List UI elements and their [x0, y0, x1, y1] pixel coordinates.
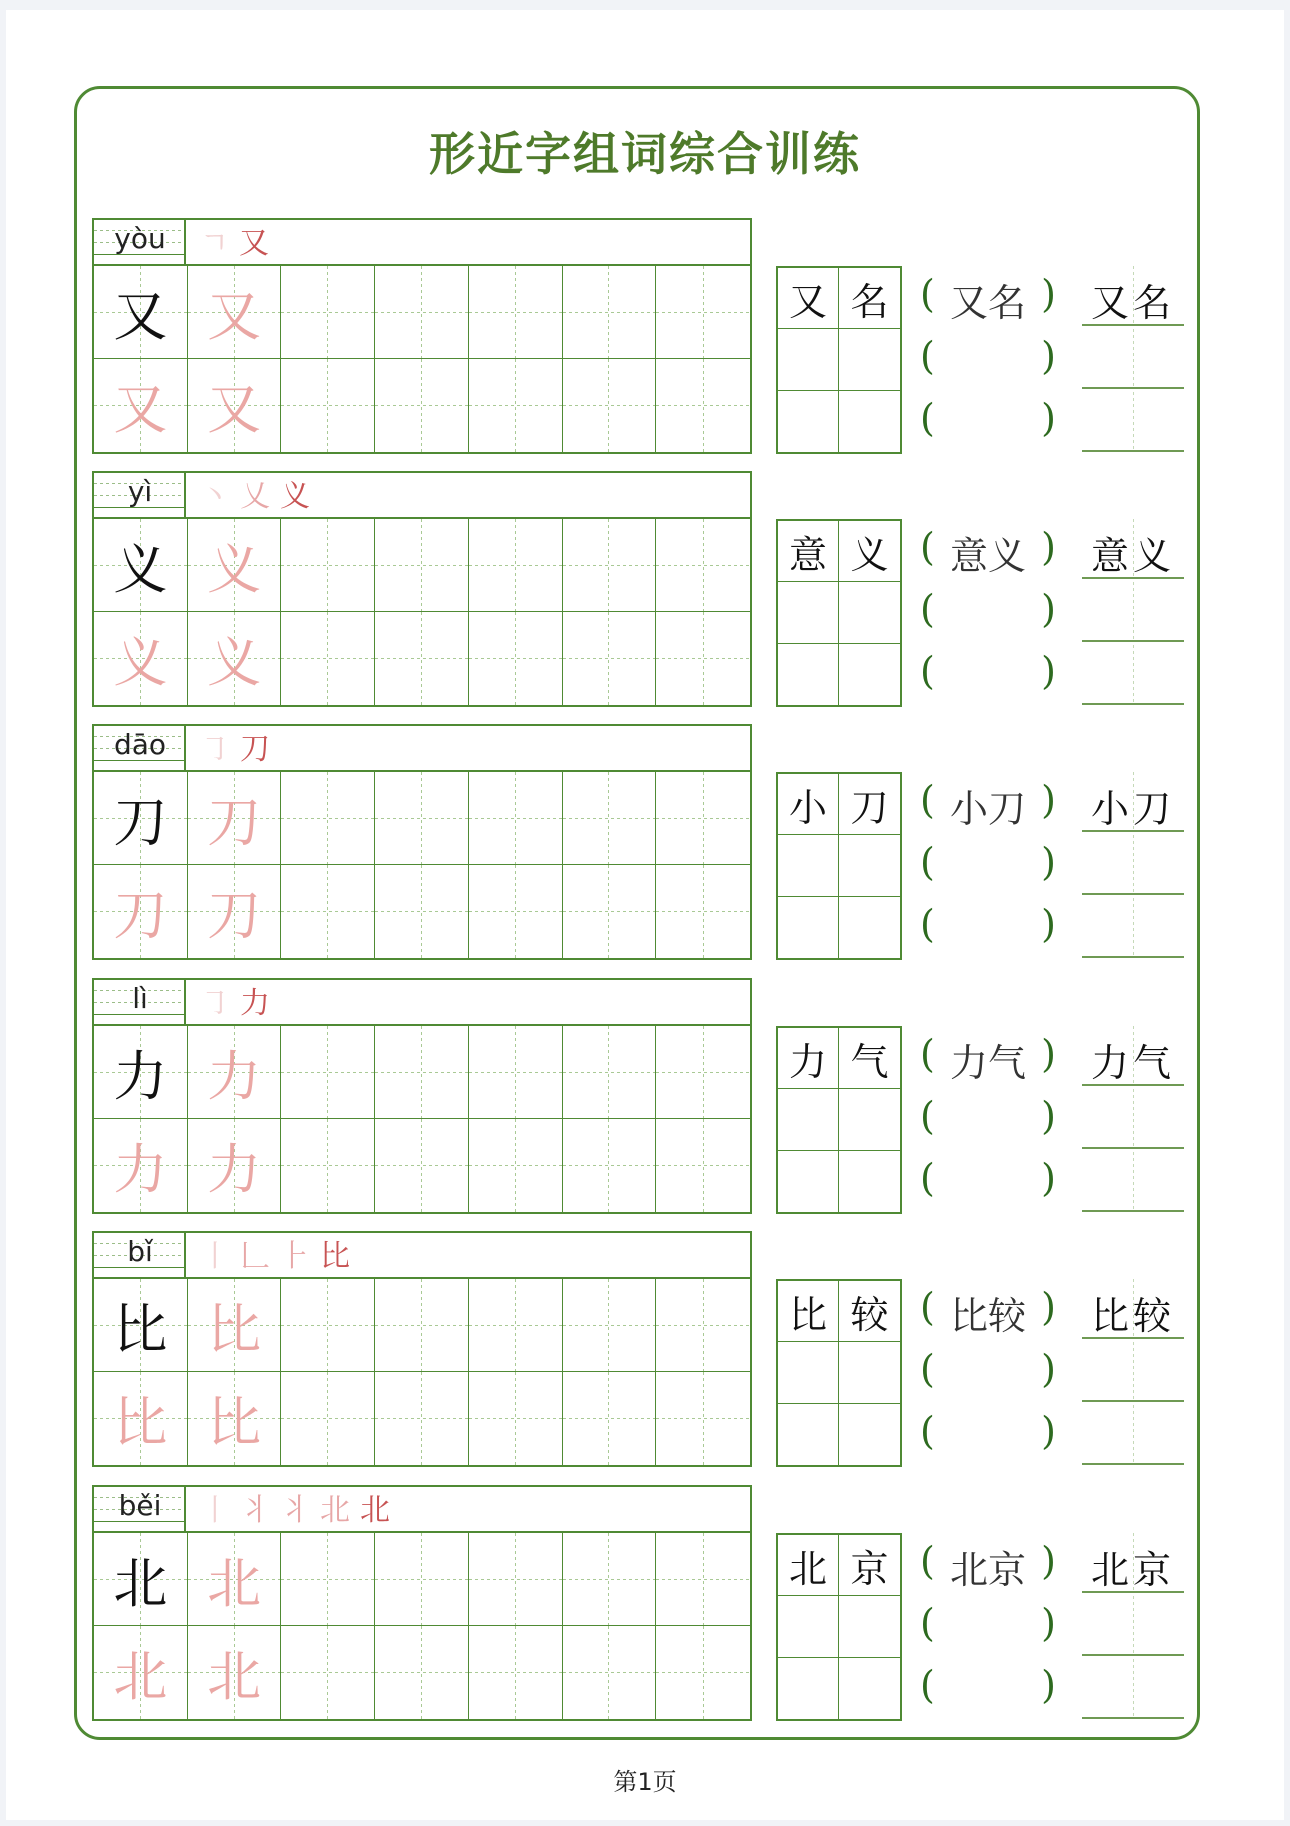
open-paren: (	[920, 1032, 935, 1076]
stroke-step: 丬	[240, 1493, 270, 1528]
pinyin-box	[94, 473, 186, 517]
model-character: 又	[94, 266, 188, 359]
stroke-step: 力	[240, 986, 270, 1021]
blank-writing-cell[interactable]	[469, 1626, 563, 1719]
close-paren: )	[1041, 1663, 1056, 1707]
stroke-header	[92, 1485, 752, 1533]
blank-writing-cell[interactable]	[656, 612, 750, 705]
paren-blank[interactable]	[920, 834, 1056, 890]
open-paren: (	[920, 525, 935, 569]
stroke-step: ⺊	[280, 1239, 310, 1274]
blank-writing-cell[interactable]	[563, 1026, 657, 1119]
trace-character: 刀	[188, 865, 282, 958]
pinyin-box	[94, 220, 186, 264]
stroke-step: 丶	[200, 479, 230, 514]
blank-writing-cell[interactable]	[656, 1279, 750, 1372]
close-paren: )	[1041, 778, 1056, 822]
stroke-order	[200, 477, 320, 517]
line-answers	[1082, 1533, 1184, 1721]
line-blank[interactable]	[1082, 1659, 1184, 1719]
word-grid	[776, 1026, 902, 1214]
blank-writing-cell[interactable]	[375, 612, 469, 705]
blank-writing-cell[interactable]	[375, 266, 469, 359]
line-word: 力气	[1090, 1041, 1175, 1085]
open-paren: (	[920, 1663, 935, 1707]
blank-writing-cell[interactable]	[563, 772, 657, 865]
paren-blank[interactable]	[920, 328, 1056, 384]
practice-section	[0, 1485, 1290, 1721]
open-paren: (	[920, 649, 935, 693]
pinyin-text: dāo	[113, 728, 167, 761]
line-blank[interactable]	[1082, 898, 1184, 958]
word-grid	[776, 266, 902, 454]
blank-writing-cell[interactable]	[563, 1626, 657, 1719]
line-answers	[1082, 772, 1184, 960]
trace-character: 义	[188, 612, 282, 705]
blank-writing-cell[interactable]	[563, 865, 657, 958]
blank-word-cell[interactable]	[778, 329, 839, 390]
stroke-step: 丬	[280, 1493, 310, 1528]
paren-word: 比较	[949, 1294, 1026, 1338]
blank-writing-cell[interactable]	[281, 612, 375, 705]
word-char-1: 北	[778, 1535, 839, 1596]
blank-writing-cell[interactable]	[656, 1626, 750, 1719]
blank-word-cell[interactable]	[839, 1089, 900, 1150]
blank-word-cell[interactable]	[839, 582, 900, 643]
paren-word: 力气	[949, 1041, 1026, 1085]
open-paren: (	[920, 1539, 935, 1583]
paren-example	[920, 772, 1056, 831]
paren-blank[interactable]	[920, 1341, 1056, 1397]
blank-word-cell[interactable]	[778, 1151, 839, 1212]
blank-writing-cell[interactable]	[469, 519, 563, 612]
word-char-2: 名	[839, 268, 900, 329]
line-blank[interactable]	[1082, 1405, 1184, 1465]
trace-character: 北	[94, 1626, 188, 1719]
blank-writing-cell[interactable]	[656, 1026, 750, 1119]
open-paren: (	[920, 272, 935, 316]
pinyin-text: yì	[127, 475, 153, 508]
close-paren: )	[1041, 1601, 1056, 1645]
paren-example	[920, 1026, 1056, 1085]
model-character: 北	[94, 1533, 188, 1626]
close-paren: )	[1041, 525, 1056, 569]
paren-blank[interactable]	[920, 1150, 1056, 1206]
stroke-header	[92, 471, 752, 519]
blank-writing-cell[interactable]	[656, 266, 750, 359]
line-blank[interactable]	[1082, 835, 1184, 895]
blank-word-cell[interactable]	[839, 1404, 900, 1465]
stroke-step: 北	[360, 1493, 390, 1528]
blank-writing-cell[interactable]	[281, 1026, 375, 1119]
stroke-header	[92, 978, 752, 1026]
trace-character: 刀	[188, 772, 282, 865]
open-paren: (	[920, 587, 935, 631]
page-number: 第1页	[613, 1768, 677, 1796]
open-paren: (	[920, 334, 935, 378]
line-blank[interactable]	[1082, 1596, 1184, 1656]
blank-word-cell[interactable]	[839, 644, 900, 705]
blank-writing-cell[interactable]	[563, 1533, 657, 1626]
open-paren: (	[920, 396, 935, 440]
word-char-2: 京	[839, 1535, 900, 1596]
line-blank[interactable]	[1082, 582, 1184, 642]
close-paren: )	[1041, 1032, 1056, 1076]
paren-blank[interactable]	[920, 643, 1056, 699]
paren-word: 又名	[949, 281, 1026, 325]
open-paren: (	[920, 1285, 935, 1329]
blank-word-cell[interactable]	[778, 1342, 839, 1403]
blank-word-cell[interactable]	[778, 897, 839, 958]
blank-word-cell[interactable]	[839, 391, 900, 452]
blank-writing-cell[interactable]	[563, 612, 657, 705]
open-paren: (	[920, 1409, 935, 1453]
blank-writing-cell[interactable]	[375, 865, 469, 958]
close-paren: )	[1041, 272, 1056, 316]
blank-writing-cell[interactable]	[375, 772, 469, 865]
blank-writing-cell[interactable]	[281, 266, 375, 359]
word-char-1: 又	[778, 268, 839, 329]
blank-writing-cell[interactable]	[563, 1119, 657, 1212]
stroke-order	[200, 224, 279, 264]
blank-writing-cell[interactable]	[375, 359, 469, 452]
trace-character: 比	[188, 1279, 282, 1372]
blank-writing-cell[interactable]	[281, 1533, 375, 1626]
close-paren: )	[1041, 840, 1056, 884]
paren-example	[920, 1533, 1056, 1592]
line-answers	[1082, 519, 1184, 707]
blank-writing-cell[interactable]	[281, 772, 375, 865]
paren-example	[920, 266, 1056, 325]
stroke-order	[200, 1237, 360, 1277]
line-example	[1082, 1026, 1184, 1086]
blank-writing-cell[interactable]	[469, 865, 563, 958]
trace-character: 力	[188, 1026, 282, 1119]
model-character: 义	[94, 519, 188, 612]
trace-character: 义	[94, 612, 188, 705]
stroke-step: 比	[320, 1239, 350, 1274]
writing-grid	[92, 266, 752, 454]
blank-word-cell[interactable]	[839, 329, 900, 390]
blank-word-cell[interactable]	[778, 1658, 839, 1719]
paren-example	[920, 1279, 1056, 1338]
blank-word-cell[interactable]	[839, 1342, 900, 1403]
blank-writing-cell[interactable]	[656, 1533, 750, 1626]
blank-writing-cell[interactable]	[563, 359, 657, 452]
stroke-step: 𠃊	[240, 1239, 270, 1274]
stroke-step: ㇆	[200, 732, 230, 767]
word-grid	[776, 1533, 902, 1721]
stroke-step: 丨	[200, 1239, 230, 1274]
blank-writing-cell[interactable]	[375, 1279, 469, 1372]
trace-character: 北	[188, 1533, 282, 1626]
blank-writing-cell[interactable]	[469, 1533, 563, 1626]
pinyin-text: yòu	[114, 222, 166, 255]
close-paren: )	[1041, 1539, 1056, 1583]
line-blank[interactable]	[1082, 1152, 1184, 1212]
open-paren: (	[920, 1347, 935, 1391]
close-paren: )	[1041, 1285, 1056, 1329]
practice-section	[0, 471, 1290, 707]
line-example	[1082, 1533, 1184, 1593]
line-word: 比较	[1090, 1294, 1175, 1338]
trace-character: 力	[188, 1119, 282, 1212]
pinyin-box	[94, 980, 186, 1024]
open-paren: (	[920, 1601, 935, 1645]
line-example	[1082, 519, 1184, 579]
blank-writing-cell[interactable]	[656, 1119, 750, 1212]
line-word: 又名	[1090, 281, 1175, 325]
line-blank[interactable]	[1082, 1089, 1184, 1149]
writing-grid	[92, 1279, 752, 1467]
blank-word-cell[interactable]	[778, 1089, 839, 1150]
blank-word-cell[interactable]	[839, 1658, 900, 1719]
blank-writing-cell[interactable]	[469, 1026, 563, 1119]
blank-word-cell[interactable]	[778, 391, 839, 452]
blank-word-cell[interactable]	[778, 644, 839, 705]
blank-writing-cell[interactable]	[469, 772, 563, 865]
pinyin-box	[94, 1233, 186, 1277]
paren-word: 北京	[949, 1548, 1026, 1592]
trace-character: 北	[188, 1626, 282, 1719]
paren-blank[interactable]	[920, 581, 1056, 637]
word-char-2: 义	[839, 521, 900, 582]
trace-character: 义	[188, 519, 282, 612]
writing-grid	[92, 519, 752, 707]
open-paren: (	[920, 1156, 935, 1200]
line-answers	[1082, 1279, 1184, 1467]
stroke-step: 北	[320, 1493, 350, 1528]
blank-writing-cell[interactable]	[281, 1279, 375, 1372]
blank-writing-cell[interactable]	[656, 865, 750, 958]
paren-blank[interactable]	[920, 896, 1056, 952]
stroke-header	[92, 218, 752, 266]
blank-writing-cell[interactable]	[281, 1119, 375, 1212]
line-answers	[1082, 266, 1184, 454]
word-char-1: 小	[778, 774, 839, 835]
blank-writing-cell[interactable]	[563, 1372, 657, 1465]
page-title: 形近字组词综合训练	[429, 127, 861, 181]
blank-word-cell[interactable]	[778, 835, 839, 896]
paren-example	[920, 519, 1056, 578]
trace-character: 刀	[94, 865, 188, 958]
close-paren: )	[1041, 1094, 1056, 1138]
word-char-1: 比	[778, 1281, 839, 1342]
blank-writing-cell[interactable]	[563, 1279, 657, 1372]
paren-word: 小刀	[949, 787, 1026, 831]
line-blank[interactable]	[1082, 392, 1184, 452]
word-char-2: 较	[839, 1281, 900, 1342]
close-paren: )	[1041, 396, 1056, 440]
blank-writing-cell[interactable]	[563, 519, 657, 612]
blank-writing-cell[interactable]	[375, 1026, 469, 1119]
open-paren: (	[920, 778, 935, 822]
open-paren: (	[920, 840, 935, 884]
model-character: 比	[94, 1279, 188, 1372]
blank-writing-cell[interactable]	[469, 612, 563, 705]
pinyin-box	[94, 1487, 186, 1531]
blank-writing-cell[interactable]	[656, 772, 750, 865]
pinyin-box	[94, 726, 186, 770]
model-character: 刀	[94, 772, 188, 865]
open-paren: (	[920, 1094, 935, 1138]
word-char-2: 气	[839, 1028, 900, 1089]
trace-character: 又	[94, 359, 188, 452]
blank-writing-cell[interactable]	[281, 359, 375, 452]
blank-writing-cell[interactable]	[469, 266, 563, 359]
close-paren: )	[1041, 902, 1056, 946]
line-blank[interactable]	[1082, 1342, 1184, 1402]
blank-writing-cell[interactable]	[656, 519, 750, 612]
paren-blank[interactable]	[920, 1657, 1056, 1713]
close-paren: )	[1041, 334, 1056, 378]
stroke-order	[200, 984, 280, 1024]
pinyin-text: lì	[132, 982, 148, 1015]
practice-section	[0, 978, 1290, 1214]
blank-word-cell[interactable]	[839, 1151, 900, 1212]
stroke-step: 丨	[200, 1493, 230, 1528]
open-paren: (	[920, 902, 935, 946]
blank-writing-cell[interactable]	[469, 1119, 563, 1212]
blank-writing-cell[interactable]	[469, 1279, 563, 1372]
blank-writing-cell[interactable]	[563, 266, 657, 359]
close-paren: )	[1041, 1409, 1056, 1453]
line-example	[1082, 266, 1184, 326]
close-paren: )	[1041, 1156, 1056, 1200]
line-word: 小刀	[1090, 787, 1175, 831]
writing-grid	[92, 1026, 752, 1214]
word-char-2: 刀	[839, 774, 900, 835]
trace-character: 比	[94, 1372, 188, 1465]
writing-grid	[92, 772, 752, 960]
model-character: 力	[94, 1026, 188, 1119]
stroke-order	[200, 1491, 400, 1531]
stroke-step: 义	[280, 479, 310, 514]
paren-blank[interactable]	[920, 390, 1056, 446]
stroke-step: 刀	[240, 732, 270, 767]
trace-character: 力	[94, 1119, 188, 1212]
line-blank[interactable]	[1082, 645, 1184, 705]
close-paren: )	[1041, 649, 1056, 693]
blank-word-cell[interactable]	[839, 897, 900, 958]
close-paren: )	[1041, 1347, 1056, 1391]
trace-character: 又	[188, 266, 282, 359]
stroke-step: 又	[238, 226, 269, 261]
blank-writing-cell[interactable]	[375, 1119, 469, 1212]
stroke-header	[92, 1231, 752, 1279]
stroke-step: ㇆	[200, 986, 230, 1021]
blank-writing-cell[interactable]	[281, 519, 375, 612]
blank-writing-cell[interactable]	[656, 359, 750, 452]
word-char-1: 力	[778, 1028, 839, 1089]
word-grid	[776, 519, 902, 707]
practice-section	[0, 218, 1290, 454]
blank-writing-cell[interactable]	[375, 1626, 469, 1719]
line-example	[1082, 772, 1184, 832]
stroke-order	[200, 730, 280, 770]
line-blank[interactable]	[1082, 329, 1184, 389]
blank-writing-cell[interactable]	[375, 519, 469, 612]
trace-character: 比	[188, 1372, 282, 1465]
trace-character: 又	[188, 359, 282, 452]
line-answers	[1082, 1026, 1184, 1214]
word-grid	[776, 1279, 902, 1467]
close-paren: )	[1041, 587, 1056, 631]
pinyin-text: bǐ	[127, 1235, 153, 1268]
line-word: 意义	[1090, 534, 1175, 578]
paren-blank[interactable]	[920, 1595, 1056, 1651]
paren-word: 意义	[949, 534, 1026, 578]
paren-blank[interactable]	[920, 1403, 1056, 1459]
line-example	[1082, 1279, 1184, 1339]
blank-writing-cell[interactable]	[281, 1372, 375, 1465]
writing-grid	[92, 1533, 752, 1721]
stroke-step: 乂	[240, 479, 270, 514]
stroke-header	[92, 724, 752, 772]
line-word: 北京	[1090, 1548, 1175, 1592]
blank-writing-cell[interactable]	[375, 1533, 469, 1626]
blank-writing-cell[interactable]	[281, 865, 375, 958]
blank-writing-cell[interactable]	[375, 1372, 469, 1465]
blank-word-cell[interactable]	[778, 1596, 839, 1657]
blank-writing-cell[interactable]	[469, 359, 563, 452]
practice-section	[0, 1231, 1290, 1467]
blank-word-cell[interactable]	[839, 835, 900, 896]
blank-writing-cell[interactable]	[281, 1626, 375, 1719]
blank-word-cell[interactable]	[778, 1404, 839, 1465]
practice-section	[0, 724, 1290, 960]
blank-writing-cell[interactable]	[469, 1372, 563, 1465]
blank-word-cell[interactable]	[839, 1596, 900, 1657]
paren-blank[interactable]	[920, 1088, 1056, 1144]
stroke-step: ㄱ	[200, 226, 229, 261]
pinyin-text: běi	[118, 1489, 162, 1522]
word-grid	[776, 772, 902, 960]
blank-writing-cell[interactable]	[656, 1372, 750, 1465]
word-char-1: 意	[778, 521, 839, 582]
blank-word-cell[interactable]	[778, 582, 839, 643]
